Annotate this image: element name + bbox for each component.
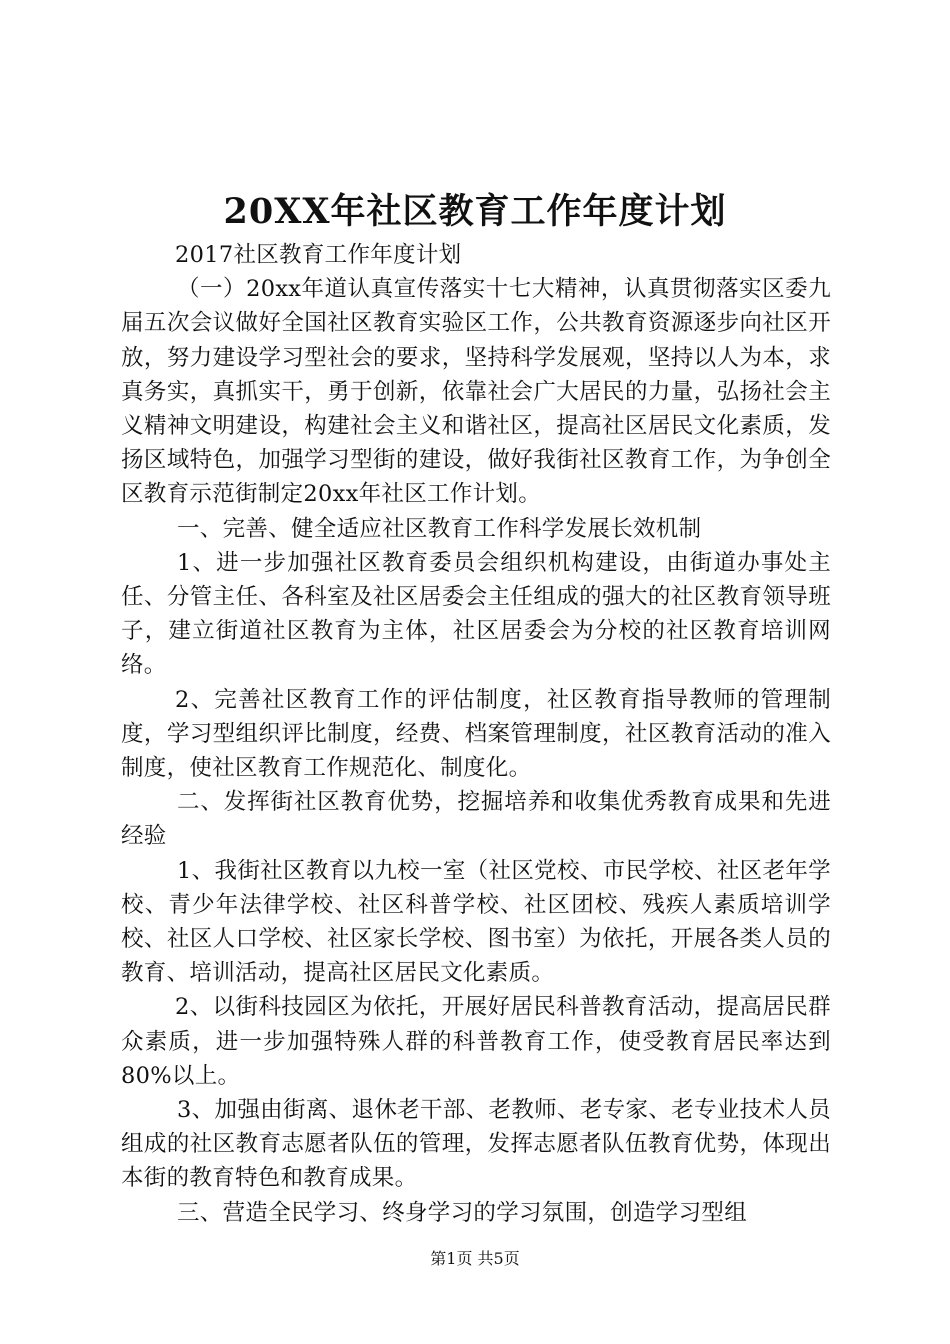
paragraph-1-1: 1、进一步加强社区教育委员会组织机构建设，由街道办事处主任、分管主任、各科室及社区居委会主任组成的强大的社区教育领导班子，建立街道社区教育为主体，社区居委会为分校的社区教育培训网络。 xyxy=(121,549,831,679)
document-body xyxy=(121,238,831,1230)
paragraph-1-2: 2、完善社区教育工作的评估制度，社区教育指导教师的管理制度，学习型组织评比制度，经费、档案管理制度，社区教育活动的准入制度，使社区教育工作规范化、制度化。 xyxy=(121,686,831,782)
paragraph-intro: （一）20xx年道认真宣传落实十七大精神，认真贯彻落实区委九届五次会议做好全国社区教育实验区工作，公共教育资源逐步向社区开放，努力建设学习型社会的要求，坚持科学发展观，坚持以人为本，求真务实，真抓实干，勇于创新，依靠社会广大居民的力量，弘扬社会主义精神文明建设，构建社会主义和谐社区，提高社区居民文化素质，发扬区域特色，加强学习型街的建设，做好我街社区教育工作，为争创全区教育示范街制定20xx年社区工作计划。 xyxy=(121,276,831,508)
paragraph-heading-line: 2017社区教育工作年度计划 xyxy=(175,242,462,268)
paragraph-2-2: 2、以街科技园区为依托，开展好居民科普教育活动，提高居民群众素质，进一步加强特殊人群的科普教育工作，使受教育居民率达到80%以上。 xyxy=(121,994,831,1089)
document-title: 20XX年社区教育工作年度计划 xyxy=(223,191,727,232)
paragraph-2-3: 3、加强由街离、退休老干部、老教师、老专家、老专业技术人员组成的社区教育志愿者队伍的管理，发挥志愿者队伍教育优势，体现出本街的教育特色和教育成果。 xyxy=(121,1097,831,1192)
section-heading-2: 二、发挥街社区教育优势，挖掘培养和收集优秀教育成果和先进经验 xyxy=(121,789,831,850)
section-heading-3: 三、营造全民学习、终身学习的学习氛围，创造学习型组 xyxy=(177,1199,748,1226)
section-heading-1: 一、完善、健全适应社区教育工作科学发展长效机制 xyxy=(177,515,702,542)
page-number-footer: 第1页 共5页 xyxy=(430,1249,520,1268)
paragraph-2-1: 1、我街社区教育以九校一室（社区党校、市民学校、社区老年学校、青少年法律学校、社区科普学校、社区团校、残疾人素质培训学校、社区人口学校、社区家长学校、图书室）为依托，开展各类人员的教育、培训活动，提高社区居民文化素质。 xyxy=(121,857,831,987)
